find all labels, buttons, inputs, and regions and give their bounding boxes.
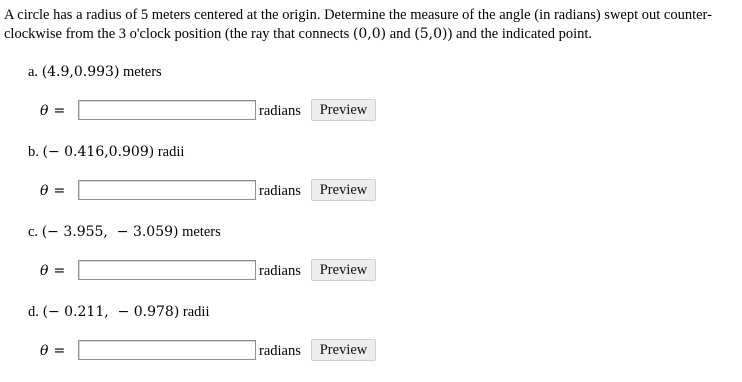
part-d-letter: d. (28, 304, 39, 320)
part-b-preview-button[interactable]: Preview (311, 179, 376, 201)
part-d-label (28, 303, 210, 321)
part-a-preview-button[interactable]: Preview (311, 99, 376, 121)
theta-symbol: θ (40, 103, 49, 119)
part-c-label (28, 223, 221, 241)
part-c-letter: c. (28, 224, 39, 240)
part-b-theta (40, 182, 65, 200)
part-a-point: (4.9,0.993) (41, 64, 120, 80)
theta-symbol: θ (40, 263, 49, 279)
part-d-unit: radii (182, 304, 210, 320)
part-d-answer-input[interactable] (78, 340, 256, 360)
part-b-letter: b. (28, 144, 39, 160)
part-a-answer-input[interactable] (78, 100, 256, 120)
part-a-label (28, 63, 162, 81)
equals-sign: = (53, 103, 66, 119)
part-a-unit: meters (123, 64, 162, 80)
part-a-answer-row (0, 98, 742, 124)
theta-symbol: θ (40, 343, 49, 359)
part-d-theta (40, 342, 65, 360)
part-b-unit: radii (157, 144, 185, 160)
part-a-theta (40, 102, 65, 120)
part-c-theta (40, 262, 65, 280)
part-c-answer-row (0, 258, 742, 284)
equals-sign: = (53, 183, 66, 199)
start-point: (5,0) (414, 26, 448, 42)
question-intro: A circle has a radius of 5 meters centered at the origin. Determine the measure of the angle (in radians) swept out counter-clockwise from the 3 o'clock position (the ray that connects (4, 7, 712, 42)
part-d-point: (− 0.211, − 0.978) (42, 304, 180, 320)
part-c-preview-button[interactable]: Preview (311, 259, 376, 281)
part-c-radians-label: radians (259, 263, 301, 279)
part-b-radians-label: radians (259, 183, 301, 199)
part-b-answer-input[interactable] (78, 180, 256, 200)
part-a-letter: a. (28, 64, 39, 80)
equals-sign: = (53, 263, 66, 279)
question-prompt (4, 6, 738, 44)
part-c-unit: meters (182, 224, 221, 240)
question-outro: ) and the indicated point. (447, 26, 593, 42)
part-b-point: (− 0.416,0.909) (42, 144, 155, 160)
part-b-label (28, 143, 184, 161)
part-d-radians-label: radians (259, 343, 301, 359)
part-a-radians-label: radians (259, 103, 301, 119)
theta-symbol: θ (40, 183, 49, 199)
equals-sign: = (53, 343, 66, 359)
question-connector: and (386, 26, 415, 42)
part-d-preview-button[interactable]: Preview (311, 339, 376, 361)
part-c-point: (− 3.955, − 3.059) (41, 224, 179, 240)
part-d-answer-row (0, 338, 742, 364)
part-c-answer-input[interactable] (78, 260, 256, 280)
origin-point: (0,0) (352, 26, 387, 42)
part-b-answer-row (0, 178, 742, 204)
